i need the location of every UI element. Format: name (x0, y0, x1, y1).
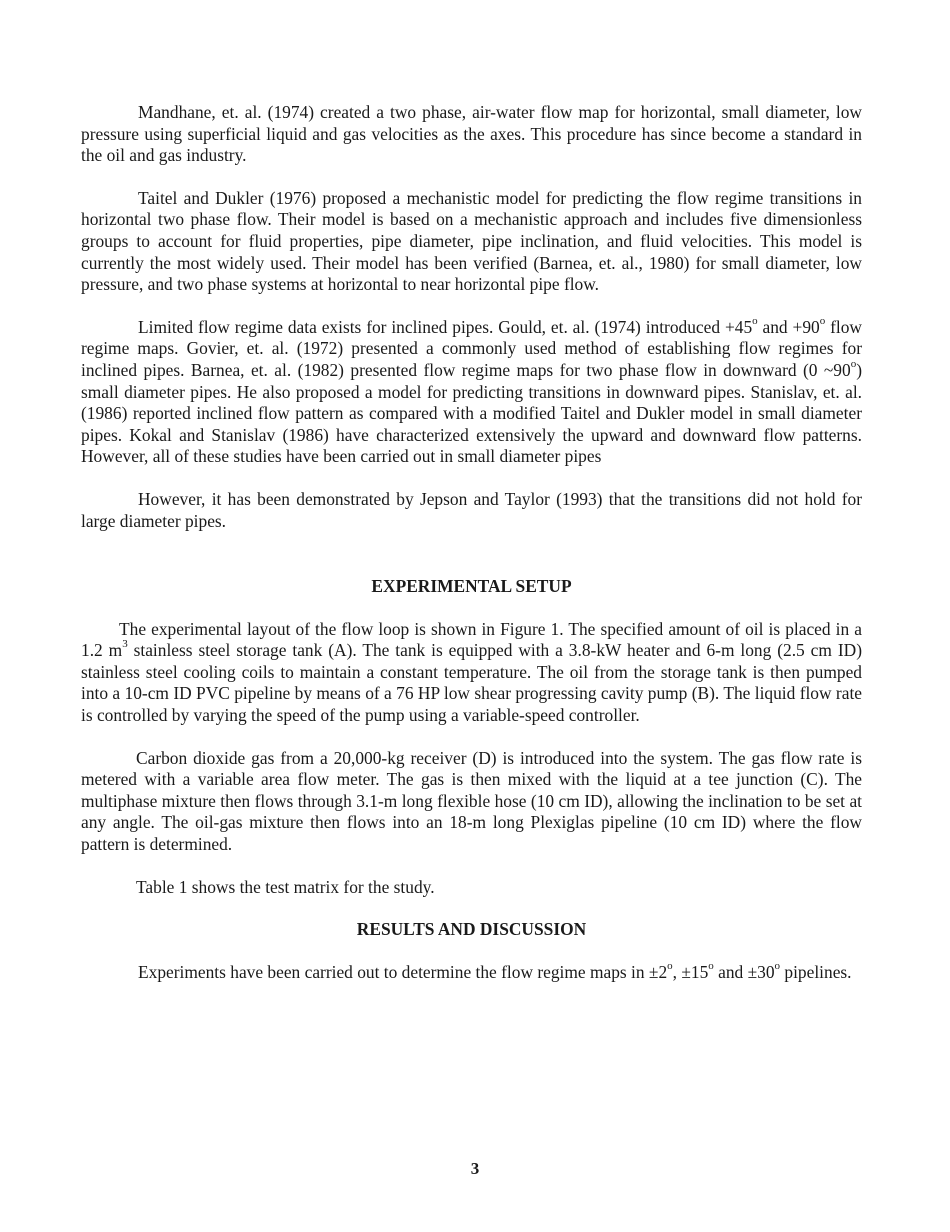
paragraph-taitel-dukler: Taitel and Dukler (1976) proposed a mechanistic model for predicting the flow regime transitions in horizontal two phase flow. Their model is based on a mechanistic approach and includes five dimensionless groups to account for fluid properties, pipe diameter, pipe inclination, and fluid velocities. This model is currently the most widely used. Their model has been verified (Barnea, et. al., 1980) for small diameter, low pressure, and two phase systems at horizontal to near horizontal pipe flow. (81, 187, 862, 295)
paragraph-flow-loop (81, 619, 862, 727)
text-run: flow regime maps. Govier, et. al. (1972) presented a commonly used method of establishing flow regimes for inclined pipes. Barnea, et. al. (1982) presented flow regime maps for two phase flow in downward (0 ~90 (81, 316, 862, 380)
paragraph-inclined-pipes (81, 314, 862, 468)
degree-superscript: o (708, 960, 714, 973)
paragraph-experiments (81, 962, 862, 984)
text-run: and +90 (757, 316, 820, 337)
page-body (81, 102, 862, 983)
text-run: Limited flow regime data exists for inclined pipes. Gould, et. al. (1974) introduced +45 (138, 316, 753, 337)
text-run: ) small diameter pipes. He also proposed a model for predicting transitions in downward pipes. Stanislav, et. al. (1986) reported inclined flow pattern as compared with a modified Taitel and Dukler model in small diameter pipes. Kokal and Stanislav (1986) have characterized extensively the upward and downward flow patterns. However, all of these studies have been carried out in small diameter pipes (81, 359, 862, 467)
degree-superscript: o (774, 960, 781, 973)
page-number: 3 (470, 1159, 480, 1178)
text-run: stainless steel storage tank (A). The tank is equipped with a 3.8-kW heater and 6-m long (2.5 cm ID) stainless steel cooling coils to maintain a constant temperature. The oil from the storage tank is then pumped into a 10-cm ID PVC pipeline by means of a 76 HP low shear progressing cavity pump (B). The liquid flow rate is controlled by varying the speed of the pump using a variable-speed controller. (81, 640, 862, 726)
cubic-superscript: 3 (122, 638, 128, 651)
degree-superscript: o (819, 314, 826, 327)
degree-superscript: o (752, 314, 758, 327)
degree-superscript: o (667, 960, 673, 973)
text-run: and ±30 (713, 961, 775, 982)
heading-results-discussion: RESULTS AND DISCUSSION (356, 919, 587, 940)
text-run: , ±15 (672, 961, 709, 982)
text-run: Experiments have been carried out to determine the flow regime maps in ±2 (138, 961, 668, 982)
degree-superscript: o (850, 358, 857, 371)
paragraph-test-matrix: Table 1 shows the test matrix for the study. (136, 876, 435, 897)
paragraph-jepson-taylor: However, it has been demonstrated by Jepson and Taylor (1993) that the transitions did not hold for large diameter pipes. (81, 488, 862, 531)
text-run: pipelines. (780, 961, 852, 982)
paragraph-carbon-dioxide: Carbon dioxide gas from a 20,000-kg receiver (D) is introduced into the system. The gas flow rate is metered with a variable area flow meter. The gas is then mixed with the liquid at a tee junction (C). The multiphase mixture then flows through 3.1-m long flexible hose (10 cm ID), allowing the inclination to be set at any angle. The oil-gas mixture then flows into an 18-m long Plexiglas pipeline (10 cm ID) where the flow pattern is determined. (81, 747, 862, 855)
paragraph-mandhane: Mandhane, et. al. (1974) created a two phase, air-water flow map for horizontal, small diameter, low pressure using superficial liquid and gas velocities as the axes. This procedure has since become a standard in the oil and gas industry. (81, 102, 862, 166)
heading-experimental-setup: EXPERIMENTAL SETUP (371, 576, 572, 597)
text-run: The experimental layout of the flow loop is shown in Figure 1. The specified amount of oil is placed in a 1.2 m (81, 618, 862, 661)
